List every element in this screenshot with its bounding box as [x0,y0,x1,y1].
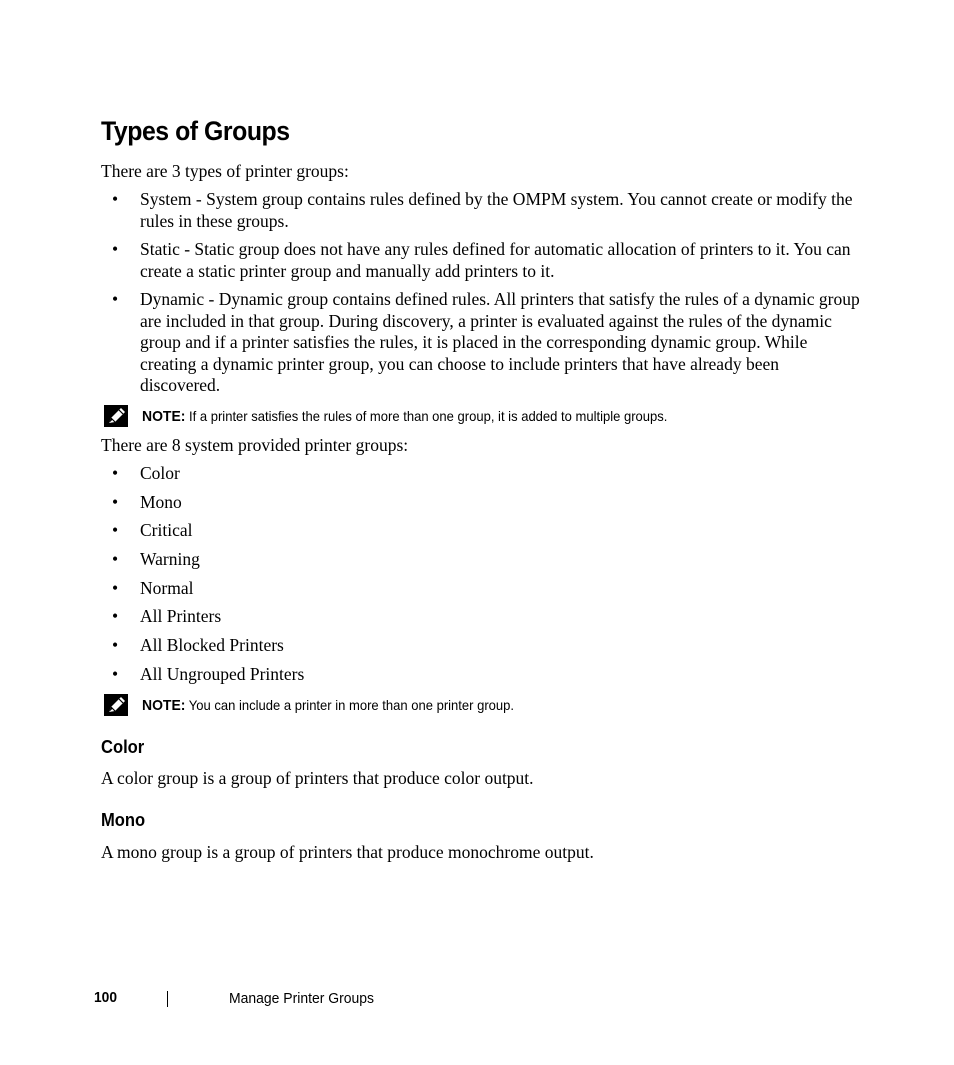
group-name: All Ungrouped Printers [140,663,305,684]
term-description: - Static group does not have any rules defined for automatic allocation of printers to it. You can create a static printer group and manually add printers to it. [140,239,851,281]
term-dynamic: Dynamic [140,289,205,309]
note-label: NOTE: [142,407,186,425]
list-item [101,289,861,397]
list-item [101,189,861,232]
term-static: Static [140,239,180,259]
system-groups-list [101,463,861,685]
group-name: Critical [140,520,193,541]
bullet: • [112,289,119,309]
list-item [101,606,861,628]
group-types-list [101,189,861,397]
page-title: Types of Groups [101,116,290,146]
bullet: • [112,549,119,570]
bullet: • [112,635,119,656]
bullet: • [112,577,119,598]
group-name: All Blocked Printers [140,635,284,656]
list-item [101,492,861,514]
group-name: Mono [140,491,182,512]
footer-divider [167,991,168,1007]
bullet: • [112,520,119,541]
pencil-note-icon [104,694,128,716]
mono-paragraph: A mono group is a group of printers that produce monochrome output. [101,842,594,862]
system-groups-intro: There are 8 system provided printer groups: [101,435,409,455]
bullet: • [112,463,119,483]
list-item [101,578,861,600]
color-paragraph: A color group is a group of printers that produce color output. [101,768,534,788]
section-heading-mono: Mono [101,810,146,830]
note-text: If a printer satisfies the rules of more than one group, it is added to multiple groups. [185,407,668,424]
term-system: System [140,189,192,209]
bullet: • [112,606,119,627]
footer-section-title: Manage Printer Groups [229,990,375,1007]
note-text: You can include a printer in more than one printer group. [185,696,515,713]
term-description: - System group contains rules defined by the OMPM system. You cannot create or modify the rules in these groups. [140,189,853,231]
bullet: • [112,239,119,259]
intro-paragraph: There are 3 types of printer groups: [101,161,349,181]
list-item [101,664,861,686]
note-label: NOTE: [142,696,186,714]
list-item [101,520,861,542]
note-callout [104,405,707,427]
bullet: • [112,663,119,684]
pencil-note-icon [104,405,128,427]
list-item [101,239,861,282]
list-item [101,635,861,657]
section-heading-color: Color [101,737,145,757]
note-callout [104,694,542,716]
bullet: • [112,189,119,209]
group-name: Warning [140,549,200,570]
group-name: Color [140,463,180,483]
group-name: All Printers [140,606,222,627]
page-number: 100 [94,989,118,1006]
group-name: Normal [140,577,194,598]
bullet: • [112,491,119,512]
list-item [101,463,861,485]
list-item [101,549,861,571]
term-description: - Dynamic group contains defined rules. All printers that satisfy the rules of a dynamic group are included in that group. During discovery, a printer is evaluated against the rules of the dynamic group and if a printer satisfies the rules, it is placed in the corresponding dynamic group. While creating a dynamic printer group, you can choose to include printers that have already been discovered. [140,289,860,395]
